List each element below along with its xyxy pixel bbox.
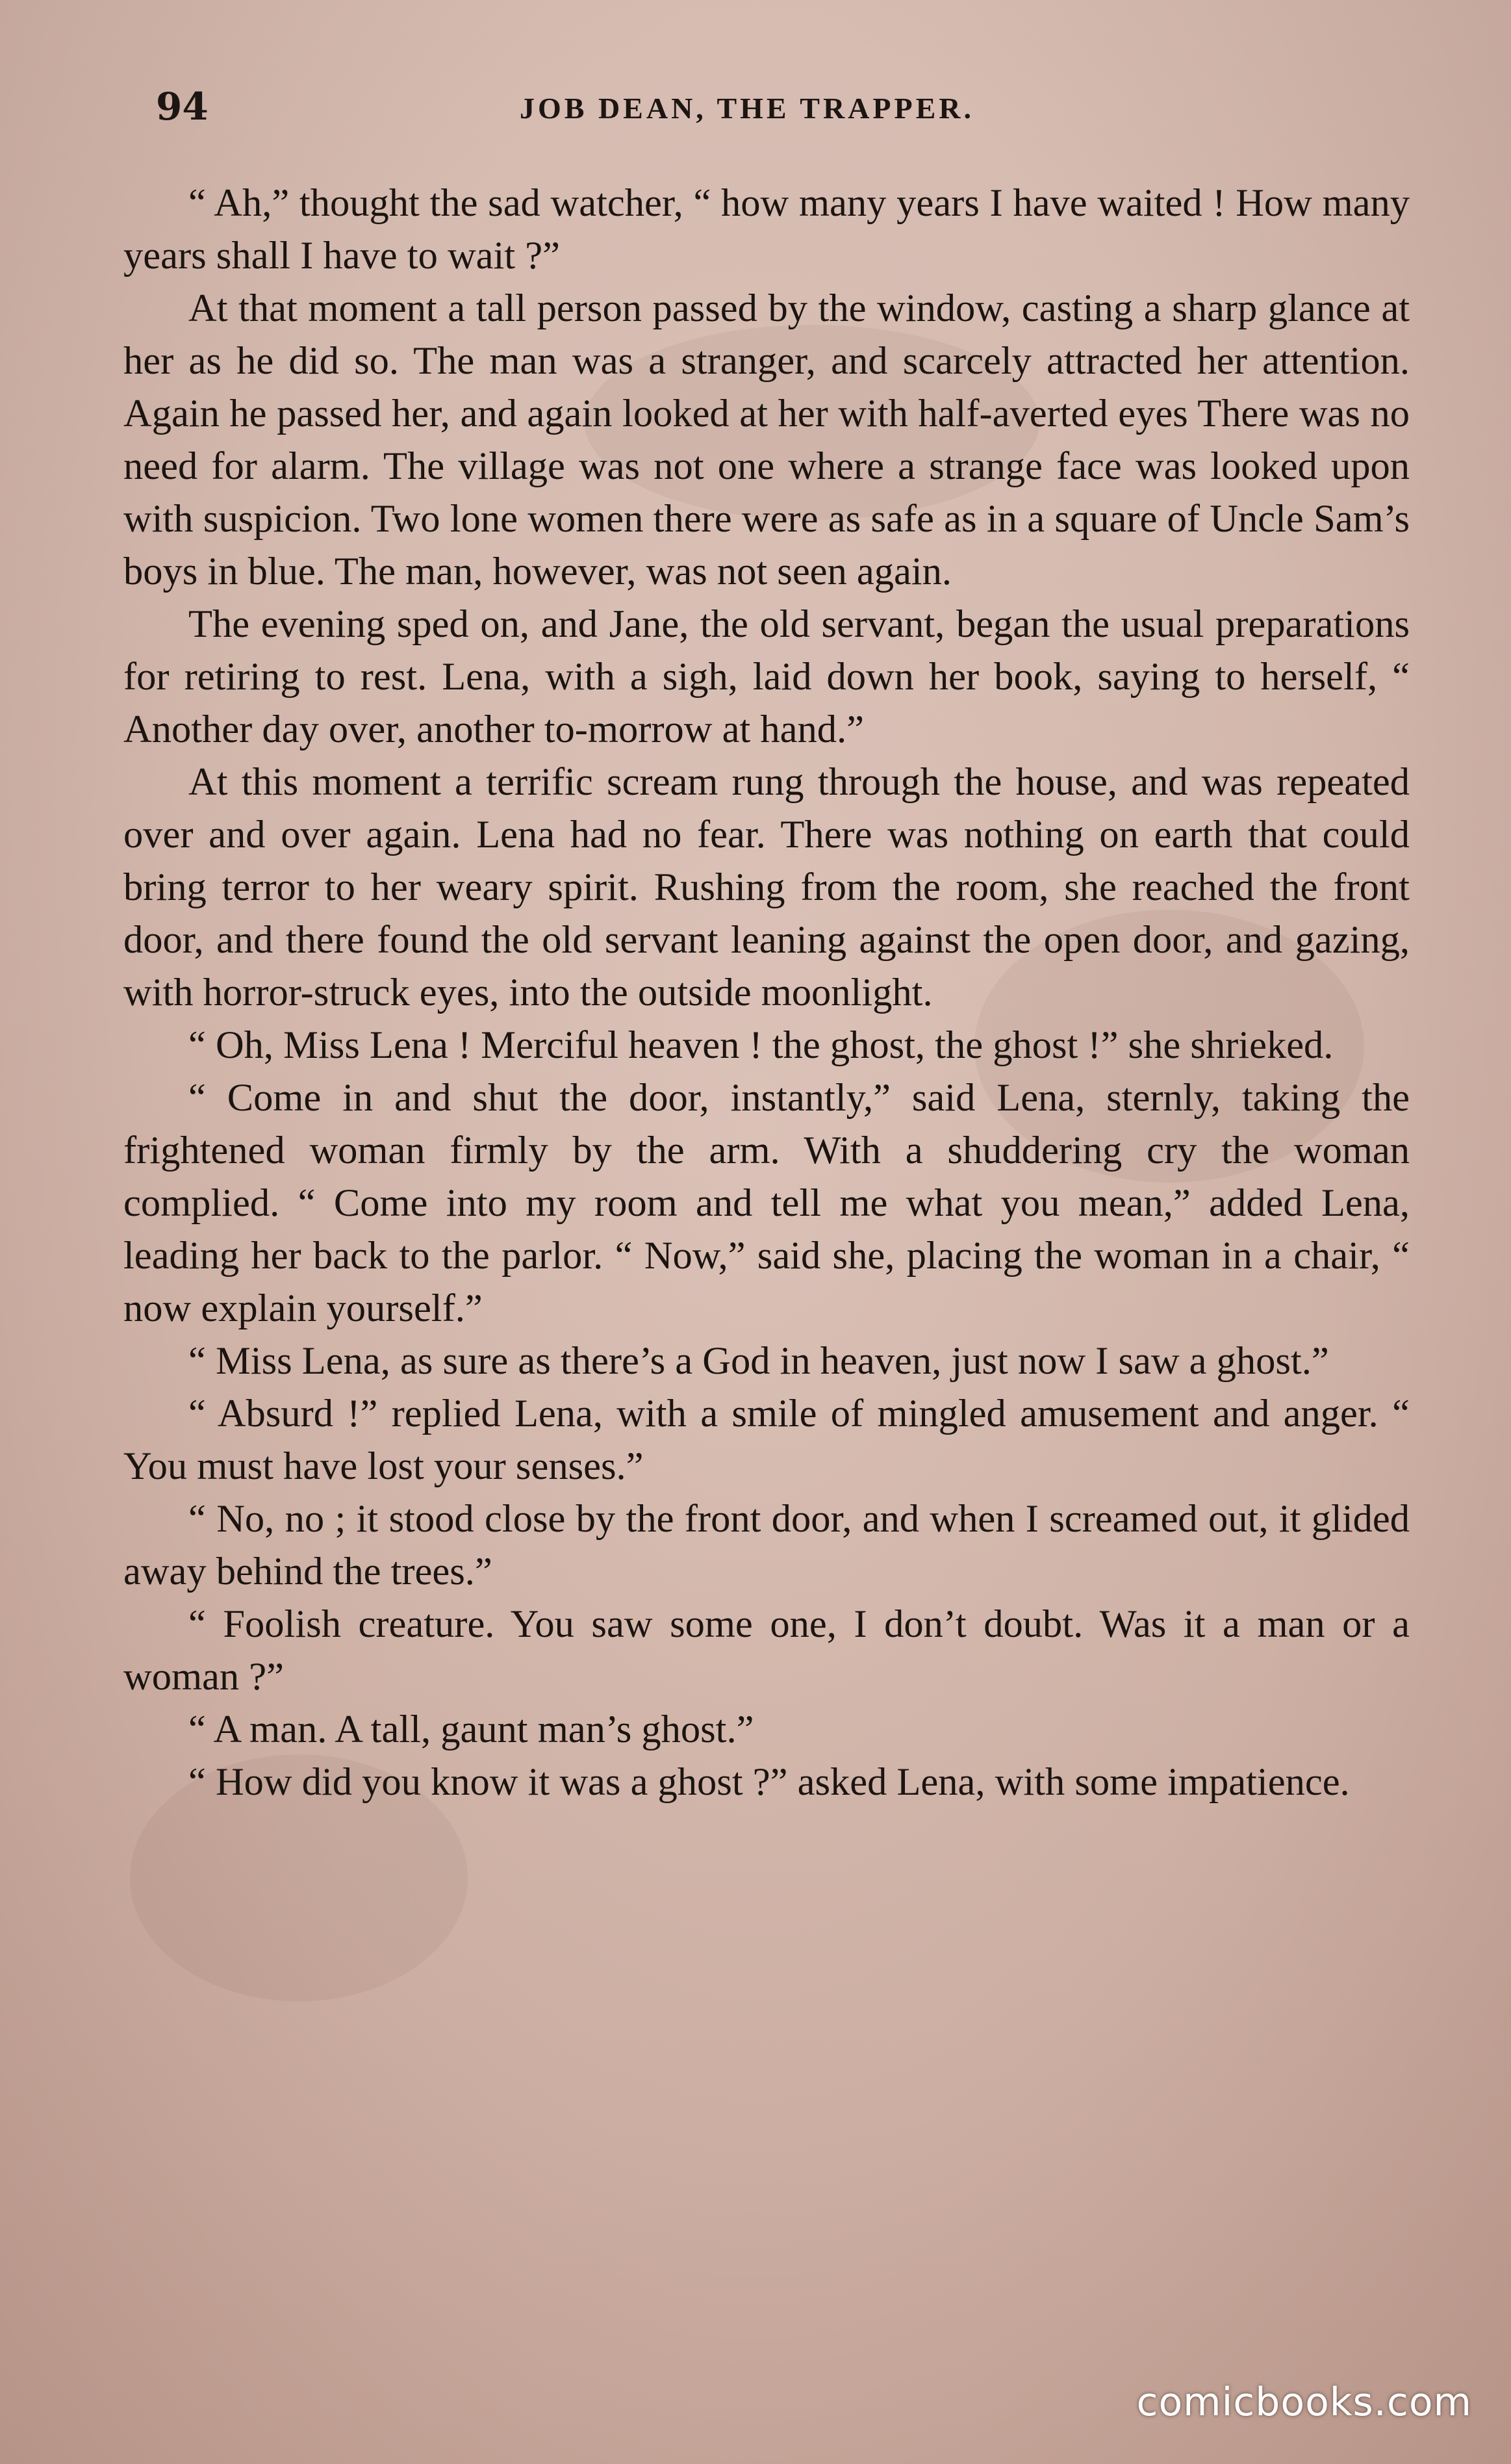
page-number: 94 [156,84,209,129]
paragraph: “ A man. A tall, gaunt man’s ghost.” [188,1708,754,1751]
paragraph: The evening sped on, and Jane, the old servant, began the usual preparations for retiring to rest. Lena, with a sigh, laid down her book, saying to herself, “ Another day over, another to-morrow at hand.” [123,602,1410,751]
paragraph: “ Come in and shut the door, instantly,” said Lena, sternly, taking the frightened woman firmly by the arm. With a shuddering cry the woman complied. “ Come into my room and tell me what you mean,” added Lena, leading her back to the parlor. “ Now,” said she, placing the woman in a chair, “ now explain yourself.” [123,1076,1410,1330]
paragraph: “ Miss Lena, as sure as there’s a God in heaven, just now I saw a ghost.” [188,1339,1329,1383]
page-header [156,84,1403,143]
watermark: comicbooks.com [1136,2380,1472,2425]
paragraph: “ Foolish creature. You saw some one, I don’t doubt. Was it a man or a woman ?” [123,1602,1410,1699]
paragraph: “ Absurd !” replied Lena, with a smile of mingled amusement and anger. “ You must have lost your senses.” [123,1392,1410,1488]
running-head: JOB DEAN, THE TRAPPER. [520,92,975,125]
paragraph: “ Ah,” thought the sad watcher, “ how many years I have waited ! How many years shall I have to wait ?” [123,181,1410,277]
paragraph: “ Oh, Miss Lena ! Merciful heaven ! the ghost, the ghost !” she shrieked. [188,1023,1334,1067]
paragraph: At this moment a terrific scream rung through the house, and was repeated over and over again. Lena had no fear. There was nothing on earth that could bring terror to her weary spirit. Rushing from the room, she reached the front door, and there found the old servant leaning against the open door, and gazing, with horror-struck eyes, into the outside moonlight. [123,760,1410,1014]
paragraph: At that moment a tall person passed by the window, casting a sharp glance at her as he did so. The man was a stranger, and scarcely attracted her attention. Again he passed her, and again looked at her with half-averted eyes There was no need for alarm. The village was not one where a strange face was looked upon with suspicion. Two lone women there were as safe as in a square of Uncle Sam’s boys in blue. The man, however, was not seen again. [123,287,1410,593]
paragraph: “ No, no ; it stood close by the front door, and when I screamed out, it glided away behind the trees.” [123,1497,1410,1593]
paragraph: “ How did you know it was a ghost ?” asked Lena, with some impatience. [188,1760,1350,1804]
body-text [123,177,1410,1808]
